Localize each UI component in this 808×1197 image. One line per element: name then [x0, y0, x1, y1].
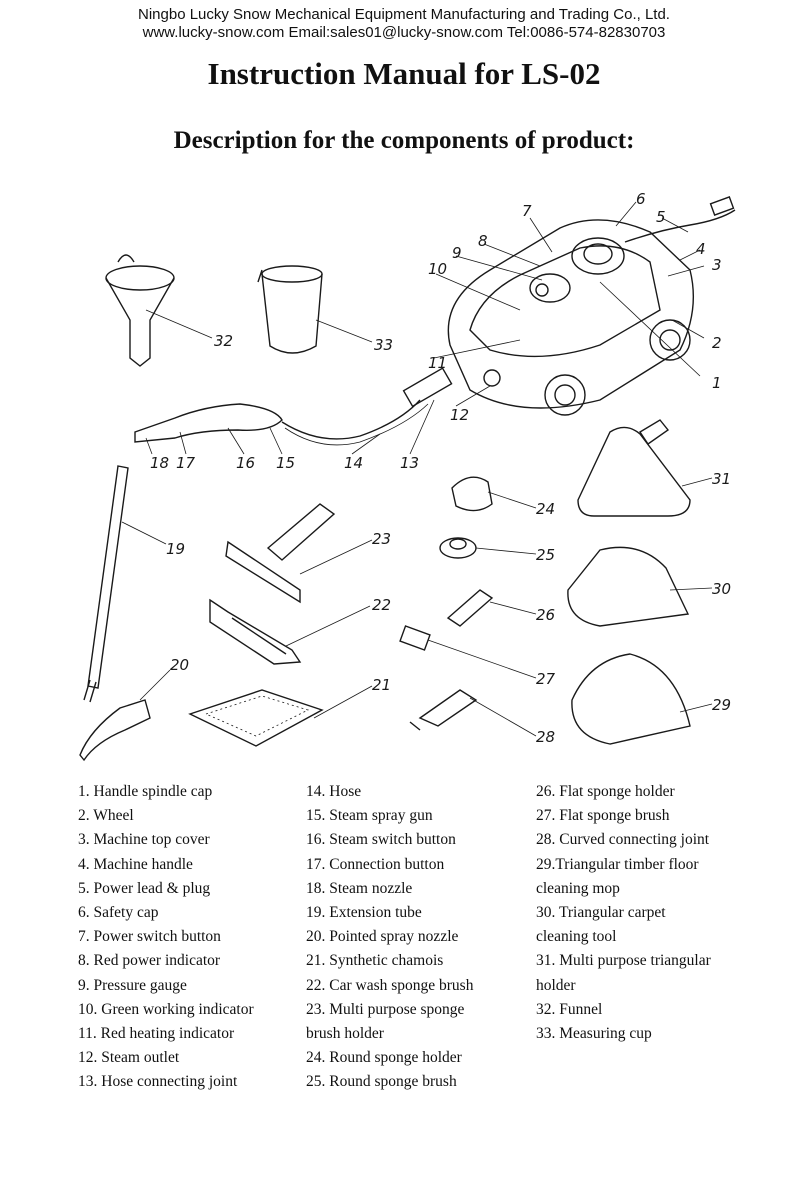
- list-item: 28. Curved connecting joint: [536, 831, 710, 849]
- components-diagram: [0, 170, 808, 770]
- list-item: 18. Steam nozzle: [306, 879, 413, 897]
- callout-11: 11: [428, 354, 448, 372]
- list-item: 4. Machine handle: [78, 855, 193, 873]
- callout-21: 21: [372, 676, 392, 694]
- flat-sponge-drawing: [400, 590, 492, 730]
- callout-15: 15: [276, 454, 296, 472]
- list-item: 6. Safety cap: [78, 904, 159, 922]
- callout-18: 18: [150, 454, 170, 472]
- callout-23: 23: [372, 530, 392, 548]
- list-item: cleaning mop: [536, 879, 620, 897]
- list-item: 16. Steam switch button: [306, 831, 456, 849]
- list-item: 5. Power lead & plug: [78, 879, 211, 897]
- list-item: 15. Steam spray gun: [306, 807, 433, 825]
- section-subtitle: Description for the components of product:: [173, 127, 635, 154]
- list-item: 1. Handle spindle cap: [78, 783, 213, 800]
- parts-list-column-2: [306, 780, 473, 1095]
- list-item: 24. Round sponge holder: [306, 1049, 462, 1067]
- list-item: 26. Flat sponge holder: [536, 783, 675, 800]
- callout-22: 22: [372, 596, 392, 614]
- list-item: 21. Synthetic chamois: [306, 952, 444, 970]
- callout-17: 17: [176, 454, 196, 472]
- callout-3: 3: [712, 256, 722, 274]
- list-item: 30. Triangular carpet: [536, 904, 666, 922]
- list-item: 7. Power switch button: [78, 928, 221, 946]
- list-item: 32. Funnel: [536, 1000, 603, 1018]
- callout-31: 31: [712, 470, 732, 488]
- list-item: 23. Multi purpose sponge: [306, 1000, 465, 1018]
- callout-29: 29: [712, 696, 732, 714]
- callout-30: 30: [712, 580, 732, 598]
- list-item: 11. Red heating indicator: [78, 1025, 235, 1043]
- list-item: brush holder: [306, 1025, 384, 1043]
- callout-1: 1: [712, 374, 722, 392]
- list-item: 8. Red power indicator: [78, 952, 221, 970]
- callout-33: 33: [374, 336, 394, 354]
- page-title: Instruction Manual for LS-02: [207, 56, 601, 91]
- list-item: 27. Flat sponge brush: [536, 807, 670, 825]
- parts-list-column-1: [78, 780, 254, 1095]
- list-item: 14. Hose: [306, 783, 362, 800]
- list-item: 2. Wheel: [78, 807, 134, 825]
- funnel-drawing: [106, 255, 174, 366]
- callout-14: 14: [344, 454, 364, 472]
- list-item: 20. Pointed spray nozzle: [306, 928, 459, 946]
- pointed-nozzle-drawing: [80, 700, 150, 760]
- list-item: 22. Car wash sponge brush: [306, 976, 474, 994]
- callout-8: 8: [478, 232, 488, 250]
- callout-25: 25: [536, 546, 556, 564]
- measuring-cup-drawing: [258, 266, 322, 353]
- callout-9: 9: [452, 244, 462, 262]
- list-item: 17. Connection button: [306, 855, 445, 873]
- triangle-tools-drawing: [568, 420, 690, 744]
- callout-20: 20: [170, 656, 190, 674]
- callout-10: 10: [428, 260, 448, 278]
- callout-19: 19: [166, 540, 186, 558]
- company-header: [0, 6, 808, 42]
- callout-24: 24: [536, 500, 556, 518]
- callout-28: 28: [536, 728, 556, 746]
- hose-and-gun-drawing: [135, 368, 452, 445]
- list-item: 10. Green working indicator: [78, 1000, 254, 1018]
- callout-16: 16: [236, 454, 256, 472]
- callout-32: 32: [214, 332, 234, 350]
- callout-2: 2: [712, 334, 722, 352]
- list-item: 13. Hose connecting joint: [78, 1073, 238, 1091]
- list-item: cleaning tool: [536, 928, 617, 946]
- extension-tube-drawing: [84, 466, 128, 702]
- list-item: 12. Steam outlet: [78, 1049, 180, 1067]
- steam-cleaner-body-drawing: [448, 197, 735, 415]
- company-name: Ningbo Lucky Snow Mechanical Equipment Manufacturing and Trading Co., Ltd.: [138, 6, 670, 23]
- callout-6: 6: [636, 190, 646, 208]
- list-item: 25. Round sponge brush: [306, 1073, 457, 1091]
- list-item: 19. Extension tube: [306, 904, 422, 922]
- company-contact: www.lucky-snow.com Email:sales01@lucky-snow.com Tel:0086-574-82830703: [142, 24, 666, 41]
- callout-26: 26: [536, 606, 556, 624]
- callout-12: 12: [450, 406, 470, 424]
- synthetic-chamois-drawing: [190, 690, 322, 746]
- sponge-holder-drawing: [210, 504, 334, 664]
- callout-7: 7: [522, 202, 532, 220]
- list-item: 31. Multi purpose triangular: [536, 952, 711, 970]
- callout-13: 13: [400, 454, 420, 472]
- list-item: 33. Measuring cup: [536, 1025, 652, 1043]
- callout-5: 5: [656, 208, 666, 226]
- list-item: 29.Triangular timber floor: [536, 855, 699, 873]
- list-item: holder: [536, 976, 576, 994]
- parts-list-column-3: [536, 780, 711, 1046]
- callout-numbers: [150, 190, 731, 746]
- list-item: 9. Pressure gauge: [78, 976, 187, 994]
- callout-27: 27: [536, 670, 556, 688]
- callout-4: 4: [696, 240, 706, 258]
- list-item: 3. Machine top cover: [78, 831, 210, 849]
- round-sponge-drawing: [440, 477, 492, 558]
